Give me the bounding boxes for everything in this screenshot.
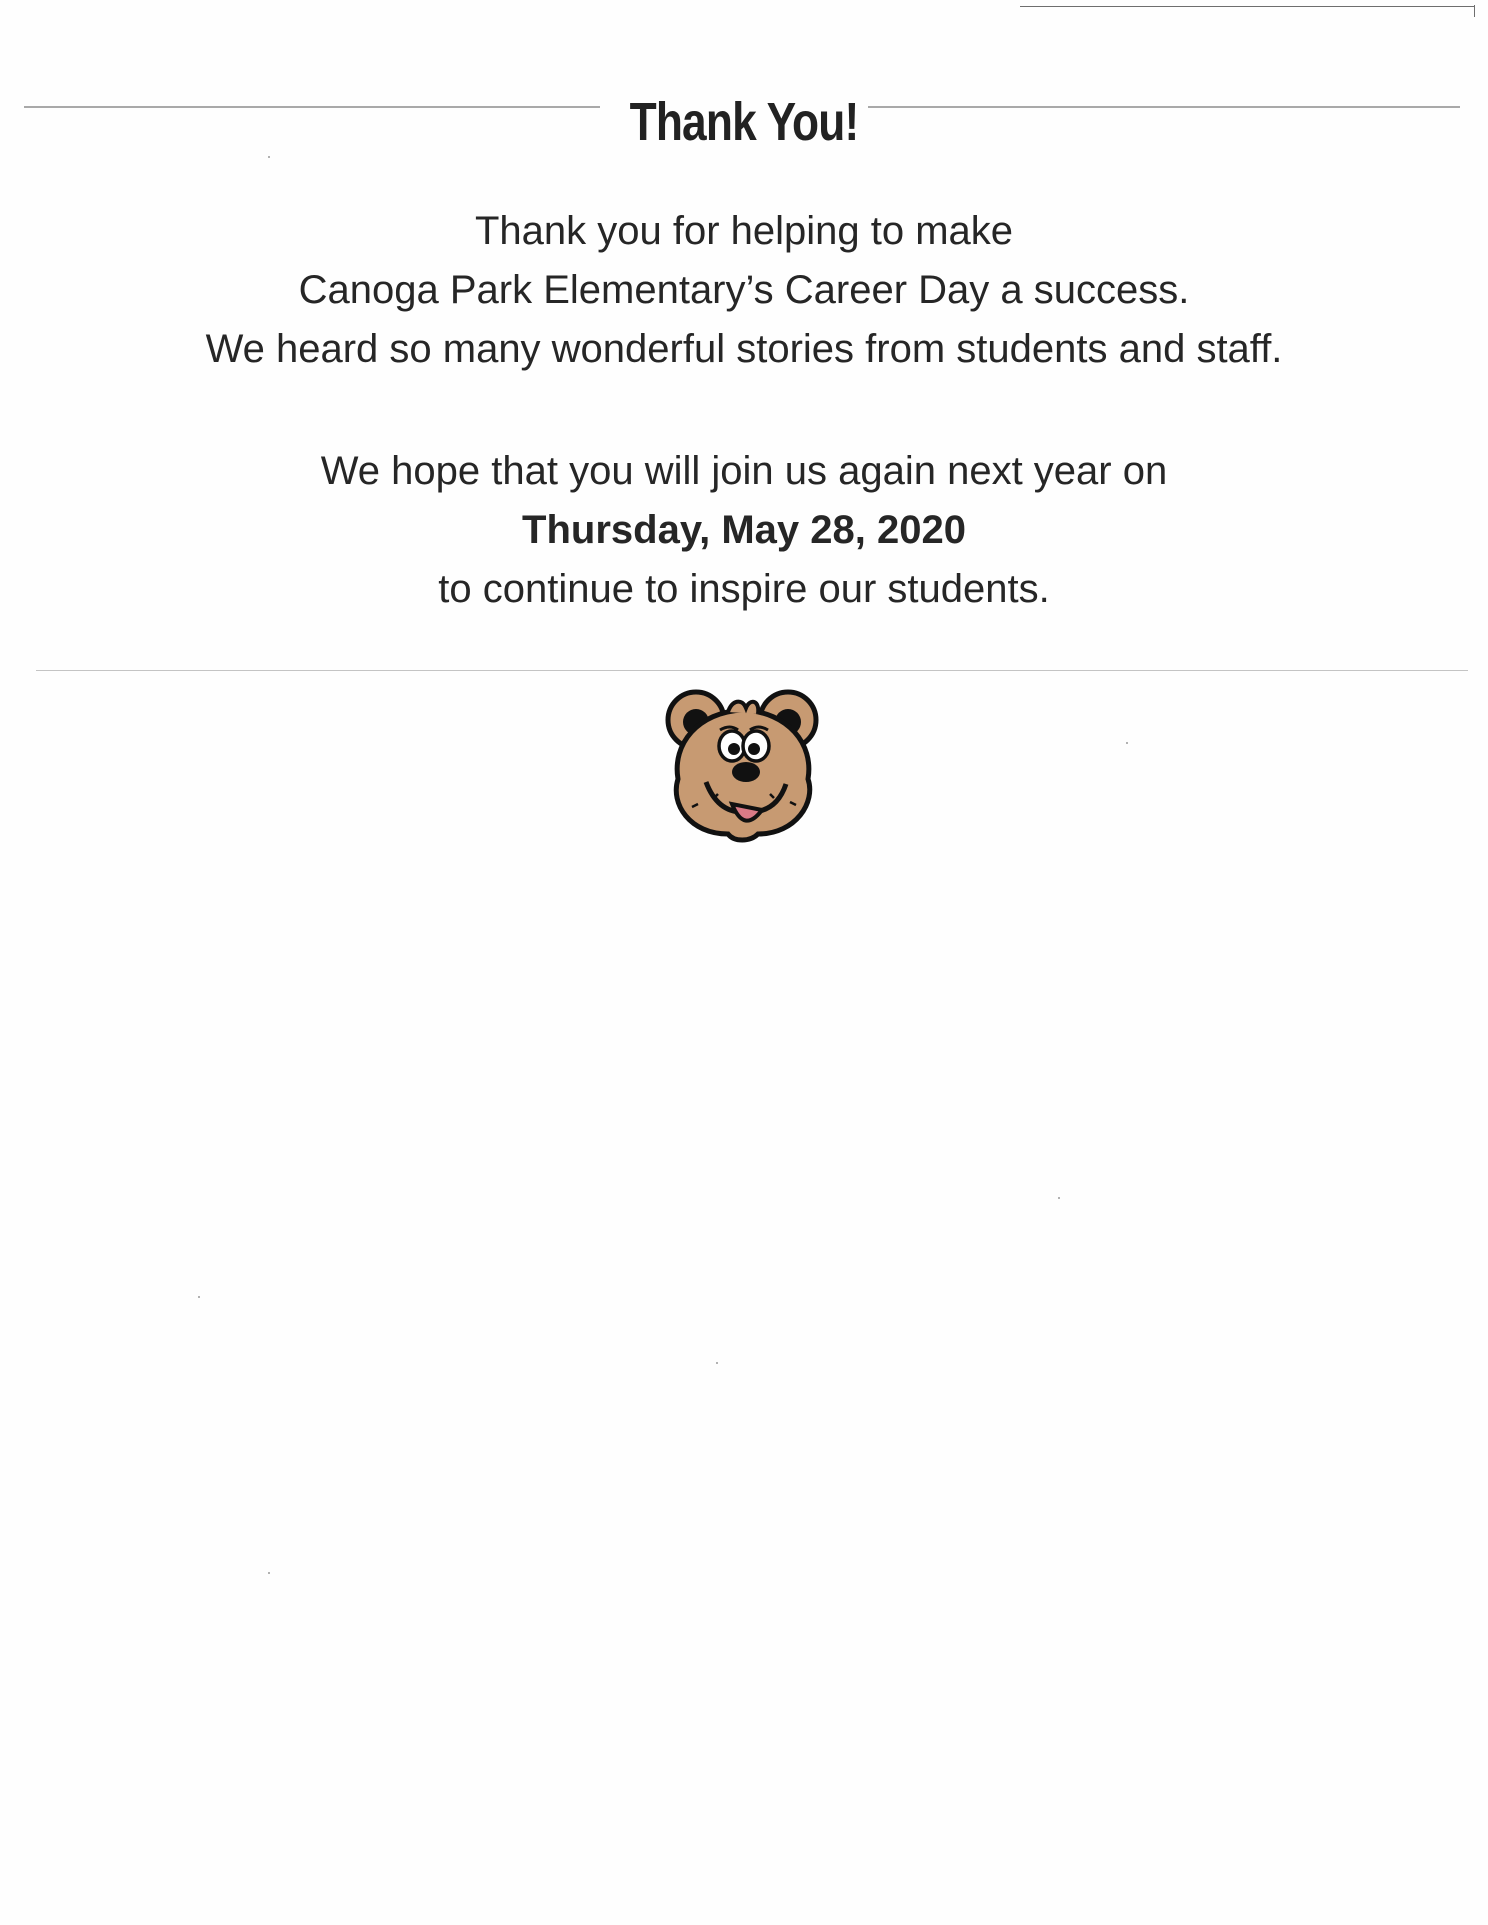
invitation-paragraph: [0, 442, 1488, 619]
scan-speck: [268, 1572, 270, 1574]
invitation-line: We hope that you will join us again next year on: [320, 449, 1168, 493]
invitation-line: to continue to inspire our students.: [438, 567, 1050, 611]
scan-speck: [268, 156, 270, 158]
scan-edge-artifact: [1020, 6, 1475, 10]
thank-you-paragraph: [0, 202, 1488, 379]
footer-rule: [36, 670, 1468, 671]
scan-speck: [1126, 742, 1128, 744]
bear-face-icon: [658, 684, 828, 854]
event-date: Thursday, May 28, 2020: [522, 508, 966, 552]
page-title: Thank You!: [629, 92, 859, 152]
paragraph-line: Canoga Park Elementary’s Career Day a success.: [298, 268, 1190, 312]
paragraph-line: Thank you for helping to make: [474, 209, 1014, 253]
scan-speck: [198, 1296, 200, 1298]
scan-speck: [1058, 1197, 1060, 1199]
paragraph-line: We heard so many wonderful stories from students and staff.: [205, 327, 1283, 371]
scan-speck: [716, 1362, 718, 1364]
